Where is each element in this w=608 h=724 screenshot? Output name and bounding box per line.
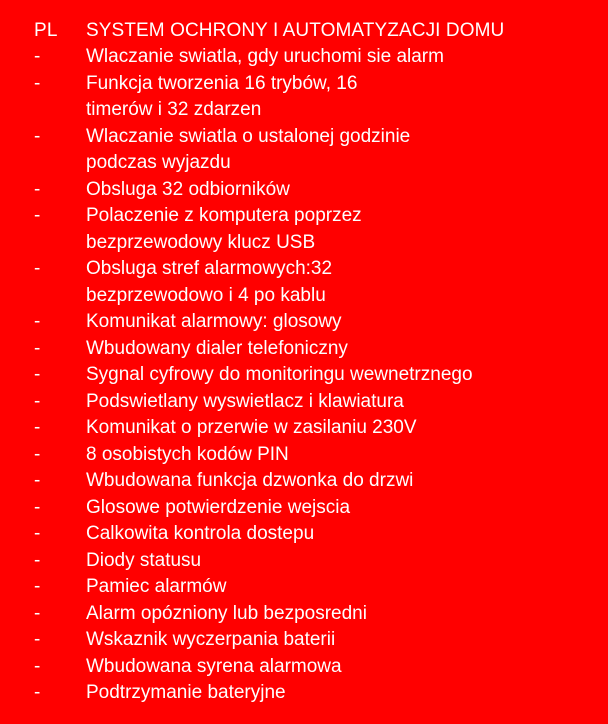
dash-bullet: - [34, 470, 41, 491]
feature-text: Calkowita kontrola dostepu [86, 523, 315, 544]
feature-text: Funkcja tworzenia 16 trybów, 16 [86, 72, 358, 94]
feature-text: Wbudowany dialer telefoniczny [86, 337, 348, 359]
feature-text: Alarm opózniony lub bezposredni [86, 602, 367, 624]
dash-bullet: - [34, 311, 41, 332]
dash-bullet: - [34, 364, 41, 385]
list-item [0, 203, 608, 256]
feature-text: Wlaczanie swiatla, gdy uruchomi sie alarm [86, 46, 444, 67]
dash-bullet: - [34, 72, 41, 94]
feature-list [0, 44, 608, 707]
dash-bullet: - [34, 576, 41, 597]
dash-bullet: - [34, 655, 41, 677]
feature-text-continued: podczas wyjazdu [86, 152, 231, 173]
dash-bullet: - [34, 443, 41, 465]
list-item [0, 601, 608, 628]
feature-text-continued: timerów i 32 zdarzen [86, 99, 262, 120]
list-item [0, 680, 608, 707]
dash-bullet: - [34, 125, 41, 147]
dash-bullet: - [34, 417, 41, 438]
dash-bullet: - [34, 602, 41, 624]
feature-text: Obsluga stref alarmowych:32 [86, 258, 333, 279]
list-item [0, 627, 608, 654]
feature-text: Obsluga 32 odbiorników [86, 178, 290, 200]
dash-bullet: - [34, 337, 41, 359]
feature-text: Diody statusu [86, 549, 202, 571]
dash-bullet: - [34, 629, 41, 650]
list-item [0, 124, 608, 177]
feature-text: Wbudowana funkcja dzwonka do drzwi [86, 470, 414, 491]
feature-text: Wskaznik wyczerpania baterii [86, 629, 336, 650]
list-item [0, 362, 608, 389]
list-item [0, 71, 608, 124]
feature-text: Podswietlany wyswietlacz i klawiatura [86, 390, 404, 412]
dash-bullet: - [34, 205, 41, 226]
list-item [0, 574, 608, 601]
dash-bullet: - [34, 258, 41, 279]
list-item [0, 654, 608, 681]
list-item [0, 44, 608, 71]
list-item [0, 177, 608, 204]
dash-bullet: - [34, 390, 41, 412]
feature-text: Pamiec alarmów [86, 576, 227, 597]
feature-text-continued: bezprzewodowo i 4 po kablu [86, 284, 326, 306]
dash-bullet: - [34, 46, 41, 67]
language-code: PL [34, 20, 58, 41]
feature-text: Sygnal cyfrowy do monitoringu wewnetrznego [86, 364, 473, 385]
feature-text: Wlaczanie swiatla o ustalonej godzinie [86, 125, 411, 147]
feature-text: Polaczenie z komputera poprzez [86, 205, 362, 226]
dash-bullet: - [34, 549, 41, 571]
list-item [0, 336, 608, 363]
feature-text: Podtrzymanie bateryjne [86, 682, 286, 703]
feature-text-continued: bezprzewodowy klucz USB [86, 231, 316, 253]
header [0, 18, 608, 44]
feature-text: Wbudowana syrena alarmowa [86, 655, 342, 677]
list-item [0, 389, 608, 416]
list-item [0, 309, 608, 336]
list-item [0, 548, 608, 575]
feature-text: Komunikat alarmowy: glosowy [86, 311, 342, 332]
list-item [0, 442, 608, 469]
list-item [0, 495, 608, 522]
dash-bullet: - [34, 682, 41, 703]
dash-bullet: - [34, 523, 41, 544]
list-item [0, 468, 608, 495]
feature-text: Komunikat o przerwie w zasilaniu 230V [86, 417, 417, 438]
page-title: SYSTEM OCHRONY I AUTOMATYZACJI DOMU [86, 20, 505, 41]
list-item [0, 521, 608, 548]
dash-bullet: - [34, 178, 41, 200]
list-item [0, 415, 608, 442]
dash-bullet: - [34, 496, 41, 518]
feature-text: Glosowe potwierdzenie wejscia [86, 496, 351, 518]
list-item [0, 256, 608, 309]
feature-text: 8 osobistych kodów PIN [86, 443, 289, 465]
